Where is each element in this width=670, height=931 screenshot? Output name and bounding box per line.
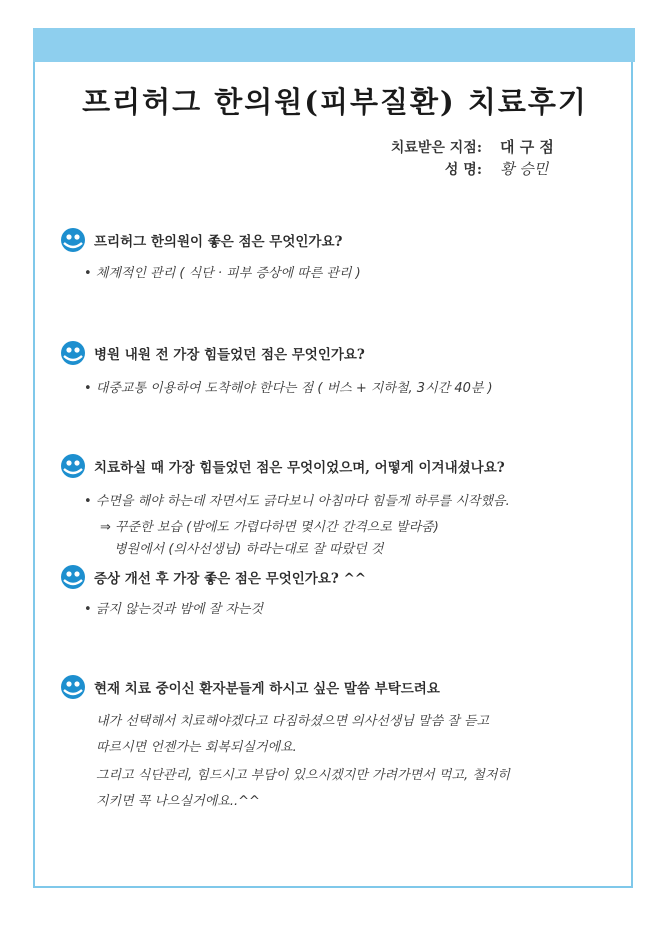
answer-line: 그리고 식단관리, 힘드시고 부담이 있으시겠지만 가려가면서 먹고, 철저히 [96, 768, 510, 783]
name-row [445, 158, 580, 179]
question-4 [58, 563, 366, 591]
question-text: 치료하실 때 가장 힘들었던 점은 무엇이었으며, 어떻게 이겨내셨나요? [94, 460, 505, 476]
hug-logo-icon [58, 226, 88, 254]
answer-line: 따르시면 언젠가는 회복되실거에요. [96, 740, 297, 755]
page-title: 프리허그 한의원(피부질환) 치료후기 [82, 85, 588, 119]
question-1 [58, 226, 342, 254]
question-text: 프리허그 한의원이 좋은 점은 무엇인가요? [94, 234, 343, 250]
hug-logo-icon [58, 673, 88, 701]
branch-row [391, 136, 580, 157]
hug-logo-icon [58, 452, 88, 480]
answer-line: ⇒ 꾸준한 보습 (밤에도 가렵다하면 몇시간 간격으로 발라줌) [100, 520, 439, 535]
header-bar [33, 28, 635, 62]
answer-line: • 체계적인 관리 ( 식단 · 피부 증상에 따른 관리 ) [84, 266, 361, 281]
question-text: 증상 개선 후 가장 좋은 점은 무엇인가요? ^^ [94, 571, 367, 587]
answer-line: 지키면 꼭 나으실거에요..^^ [96, 794, 260, 809]
branch-label: 치료받은 지점: [390, 140, 482, 156]
answer-line: 병원에서 (의사선생님) 하라는대로 잘 따랐던 것 [114, 542, 384, 557]
name-label: 성 명: [444, 162, 482, 178]
answer-line: • 수면을 해야 하는데 자면서도 긁다보니 아침마다 힘들게 하루를 시작했음. [84, 494, 510, 509]
question-5 [58, 673, 440, 701]
question-text: 현재 치료 중이신 환자분들게 하시고 싶은 말씀 부탁드려요 [94, 681, 440, 697]
hug-logo-icon [58, 339, 88, 367]
name-value: 황 승민 [500, 160, 549, 178]
question-text: 병원 내원 전 가장 힘들었던 점은 무엇인가요? [94, 347, 365, 363]
hug-logo-icon [58, 563, 88, 591]
question-3 [58, 452, 505, 480]
answer-line: • 긁지 않는것과 밤에 잘 자는것 [84, 602, 264, 617]
question-2 [58, 339, 365, 367]
branch-value: 대 구 점 [500, 138, 554, 156]
answer-line: • 대중교통 이용하여 도착해야 한다는 점 ( 버스 + 지하철, 3시간 40분 ) [84, 381, 493, 396]
answer-line: 내가 선택해서 치료해야겠다고 다짐하셨으면 의사선생님 말씀 잘 듣고 [96, 714, 490, 729]
